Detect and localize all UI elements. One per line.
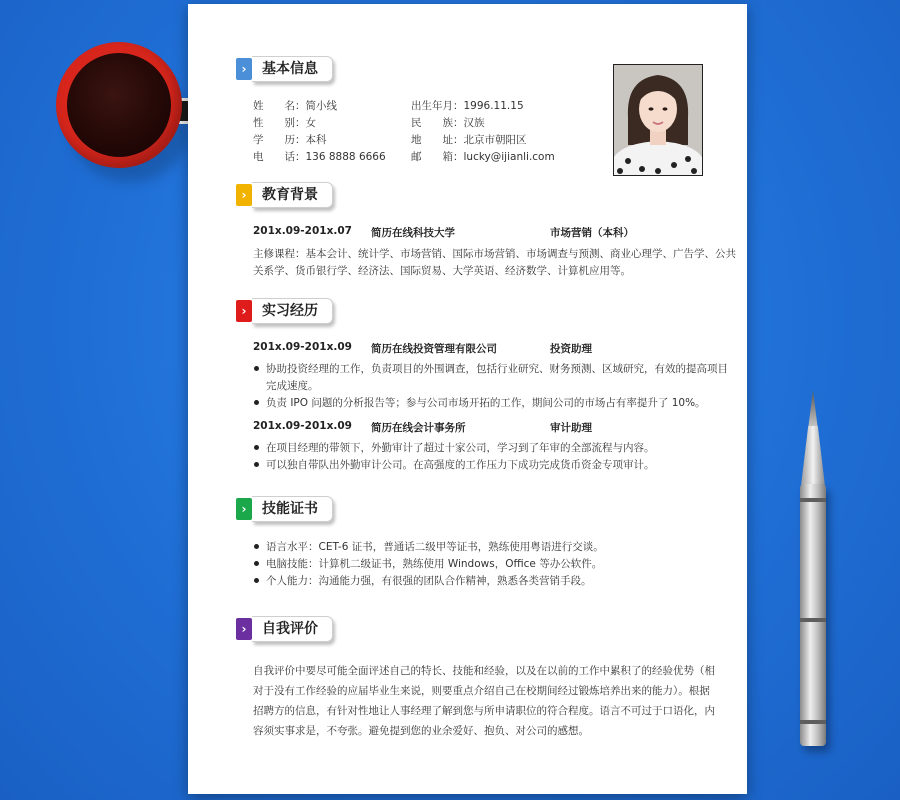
field-label: 电 话： bbox=[253, 151, 306, 163]
field-label: 地 址： bbox=[411, 134, 464, 146]
bullet-dot-icon bbox=[254, 544, 259, 549]
field-value: 本科 bbox=[305, 134, 327, 146]
job-company: 简历在线会计事务所 bbox=[371, 422, 466, 434]
field-label: 民 族： bbox=[411, 117, 464, 129]
job-company: 简历在线投资管理有限公司 bbox=[371, 343, 497, 355]
job-duty-line: 可以独自带队出外勤审计公司。在高强度的工作压力下成功完成货币资金专项审计。 bbox=[266, 459, 655, 471]
field-value: 1996.11.15 bbox=[463, 100, 524, 112]
field-label: 学 历： bbox=[253, 134, 306, 146]
field-value: 简小线 bbox=[305, 100, 337, 112]
bullet-dot-icon bbox=[254, 400, 259, 405]
job-duty-line: 协助投资经理的工作，负责项目的外围调查，包括行业研究、财务预测、区域研究，有效的提高项目 bbox=[266, 363, 728, 375]
job-duty-line: 在项目经理的带领下，外勤审计了超过十家公司，学习到了年审的全部流程与内容。 bbox=[266, 442, 655, 454]
skill-item: 个人能力：沟通能力强，有很强的团队合作精神，熟悉各类营销手段。 bbox=[266, 575, 592, 587]
job-role: 审计助理 bbox=[550, 422, 592, 434]
section-title: 教育背景 bbox=[252, 182, 333, 208]
chevron-right-icon: › bbox=[236, 300, 252, 322]
bullet-dot-icon bbox=[254, 578, 259, 583]
self-eval-line: 招聘方的信息，有针对性地让人事经理了解到您与所申请职位的符合程度。语言不可过于口语化，内 bbox=[253, 705, 715, 717]
profile-photo bbox=[613, 64, 703, 176]
bullet-dot-icon bbox=[254, 462, 259, 467]
edu-courses-line: 关系学、货币银行学、经济法、国际贸易、大学英语、经济数学、计算机应用等。 bbox=[253, 265, 631, 277]
edu-major: 市场营销（本科） bbox=[550, 227, 634, 239]
job-role: 投资助理 bbox=[550, 343, 592, 355]
job-duty-line: 负责 IPO 问题的分析报告等；参与公司市场开拓的工作，期间公司的市场占有率提升了 10%。 bbox=[266, 397, 706, 409]
resume-page bbox=[188, 4, 747, 794]
bullet-dot-icon bbox=[254, 366, 259, 371]
chevron-right-icon: › bbox=[236, 498, 252, 520]
field-label: 性 别： bbox=[253, 117, 306, 129]
section-title: 技能证书 bbox=[252, 496, 333, 522]
field-label: 邮 箱： bbox=[411, 151, 464, 163]
job-period: 201x.09-201x.09 bbox=[253, 341, 352, 353]
self-eval-line: 容须实事求是，不夸张。避免提到您的业余爱好、抱负、对公司的感想。 bbox=[253, 725, 589, 737]
skill-item: 电脑技能：计算机二级证书，熟练使用 Windows，Office 等办公软件。 bbox=[266, 558, 603, 570]
skill-item: 语言水平：CET-6 证书，普通话二级甲等证书，熟练使用粤语进行交谈。 bbox=[266, 541, 604, 553]
field-label: 姓 名： bbox=[253, 100, 306, 112]
coffee-cup bbox=[56, 42, 186, 172]
chevron-right-icon: › bbox=[236, 58, 252, 80]
section-title: 基本信息 bbox=[252, 56, 333, 82]
bullet-dot-icon bbox=[254, 561, 259, 566]
edu-courses-line: 主修课程：基本会计、统计学、市场营销、国际市场营销、市场调查与预测、商业心理学、广告学、公共 bbox=[253, 248, 736, 260]
chevron-right-icon: › bbox=[236, 618, 252, 640]
self-eval-line: 对于没有工作经验的应届毕业生来说，则要重点介绍自己在校期间经过锻炼培养出来的能力）。根据 bbox=[253, 685, 710, 697]
edu-school: 简历在线科技大学 bbox=[371, 227, 455, 239]
field-value: lucky@ijianli.com bbox=[463, 151, 555, 163]
field-value: 女 bbox=[305, 117, 316, 129]
job-duty-line: 完成速度。 bbox=[266, 380, 319, 392]
edu-period: 201x.09-201x.07 bbox=[253, 225, 352, 237]
field-value: 136 8888 6666 bbox=[305, 151, 386, 163]
job-period: 201x.09-201x.09 bbox=[253, 420, 352, 432]
chevron-right-icon: › bbox=[236, 184, 252, 206]
field-value: 汉族 bbox=[463, 117, 485, 129]
field-value: 北京市朝阳区 bbox=[463, 134, 527, 146]
section-title: 实习经历 bbox=[252, 298, 333, 324]
self-eval-line: 自我评价中要尽可能全面评述自己的特长、技能和经验，以及在以前的工作中累积了的经验优势（相 bbox=[253, 665, 715, 677]
bullet-dot-icon bbox=[254, 445, 259, 450]
section-title: 自我评价 bbox=[252, 616, 333, 642]
field-label: 出生年月： bbox=[411, 100, 464, 112]
pen bbox=[798, 390, 828, 750]
